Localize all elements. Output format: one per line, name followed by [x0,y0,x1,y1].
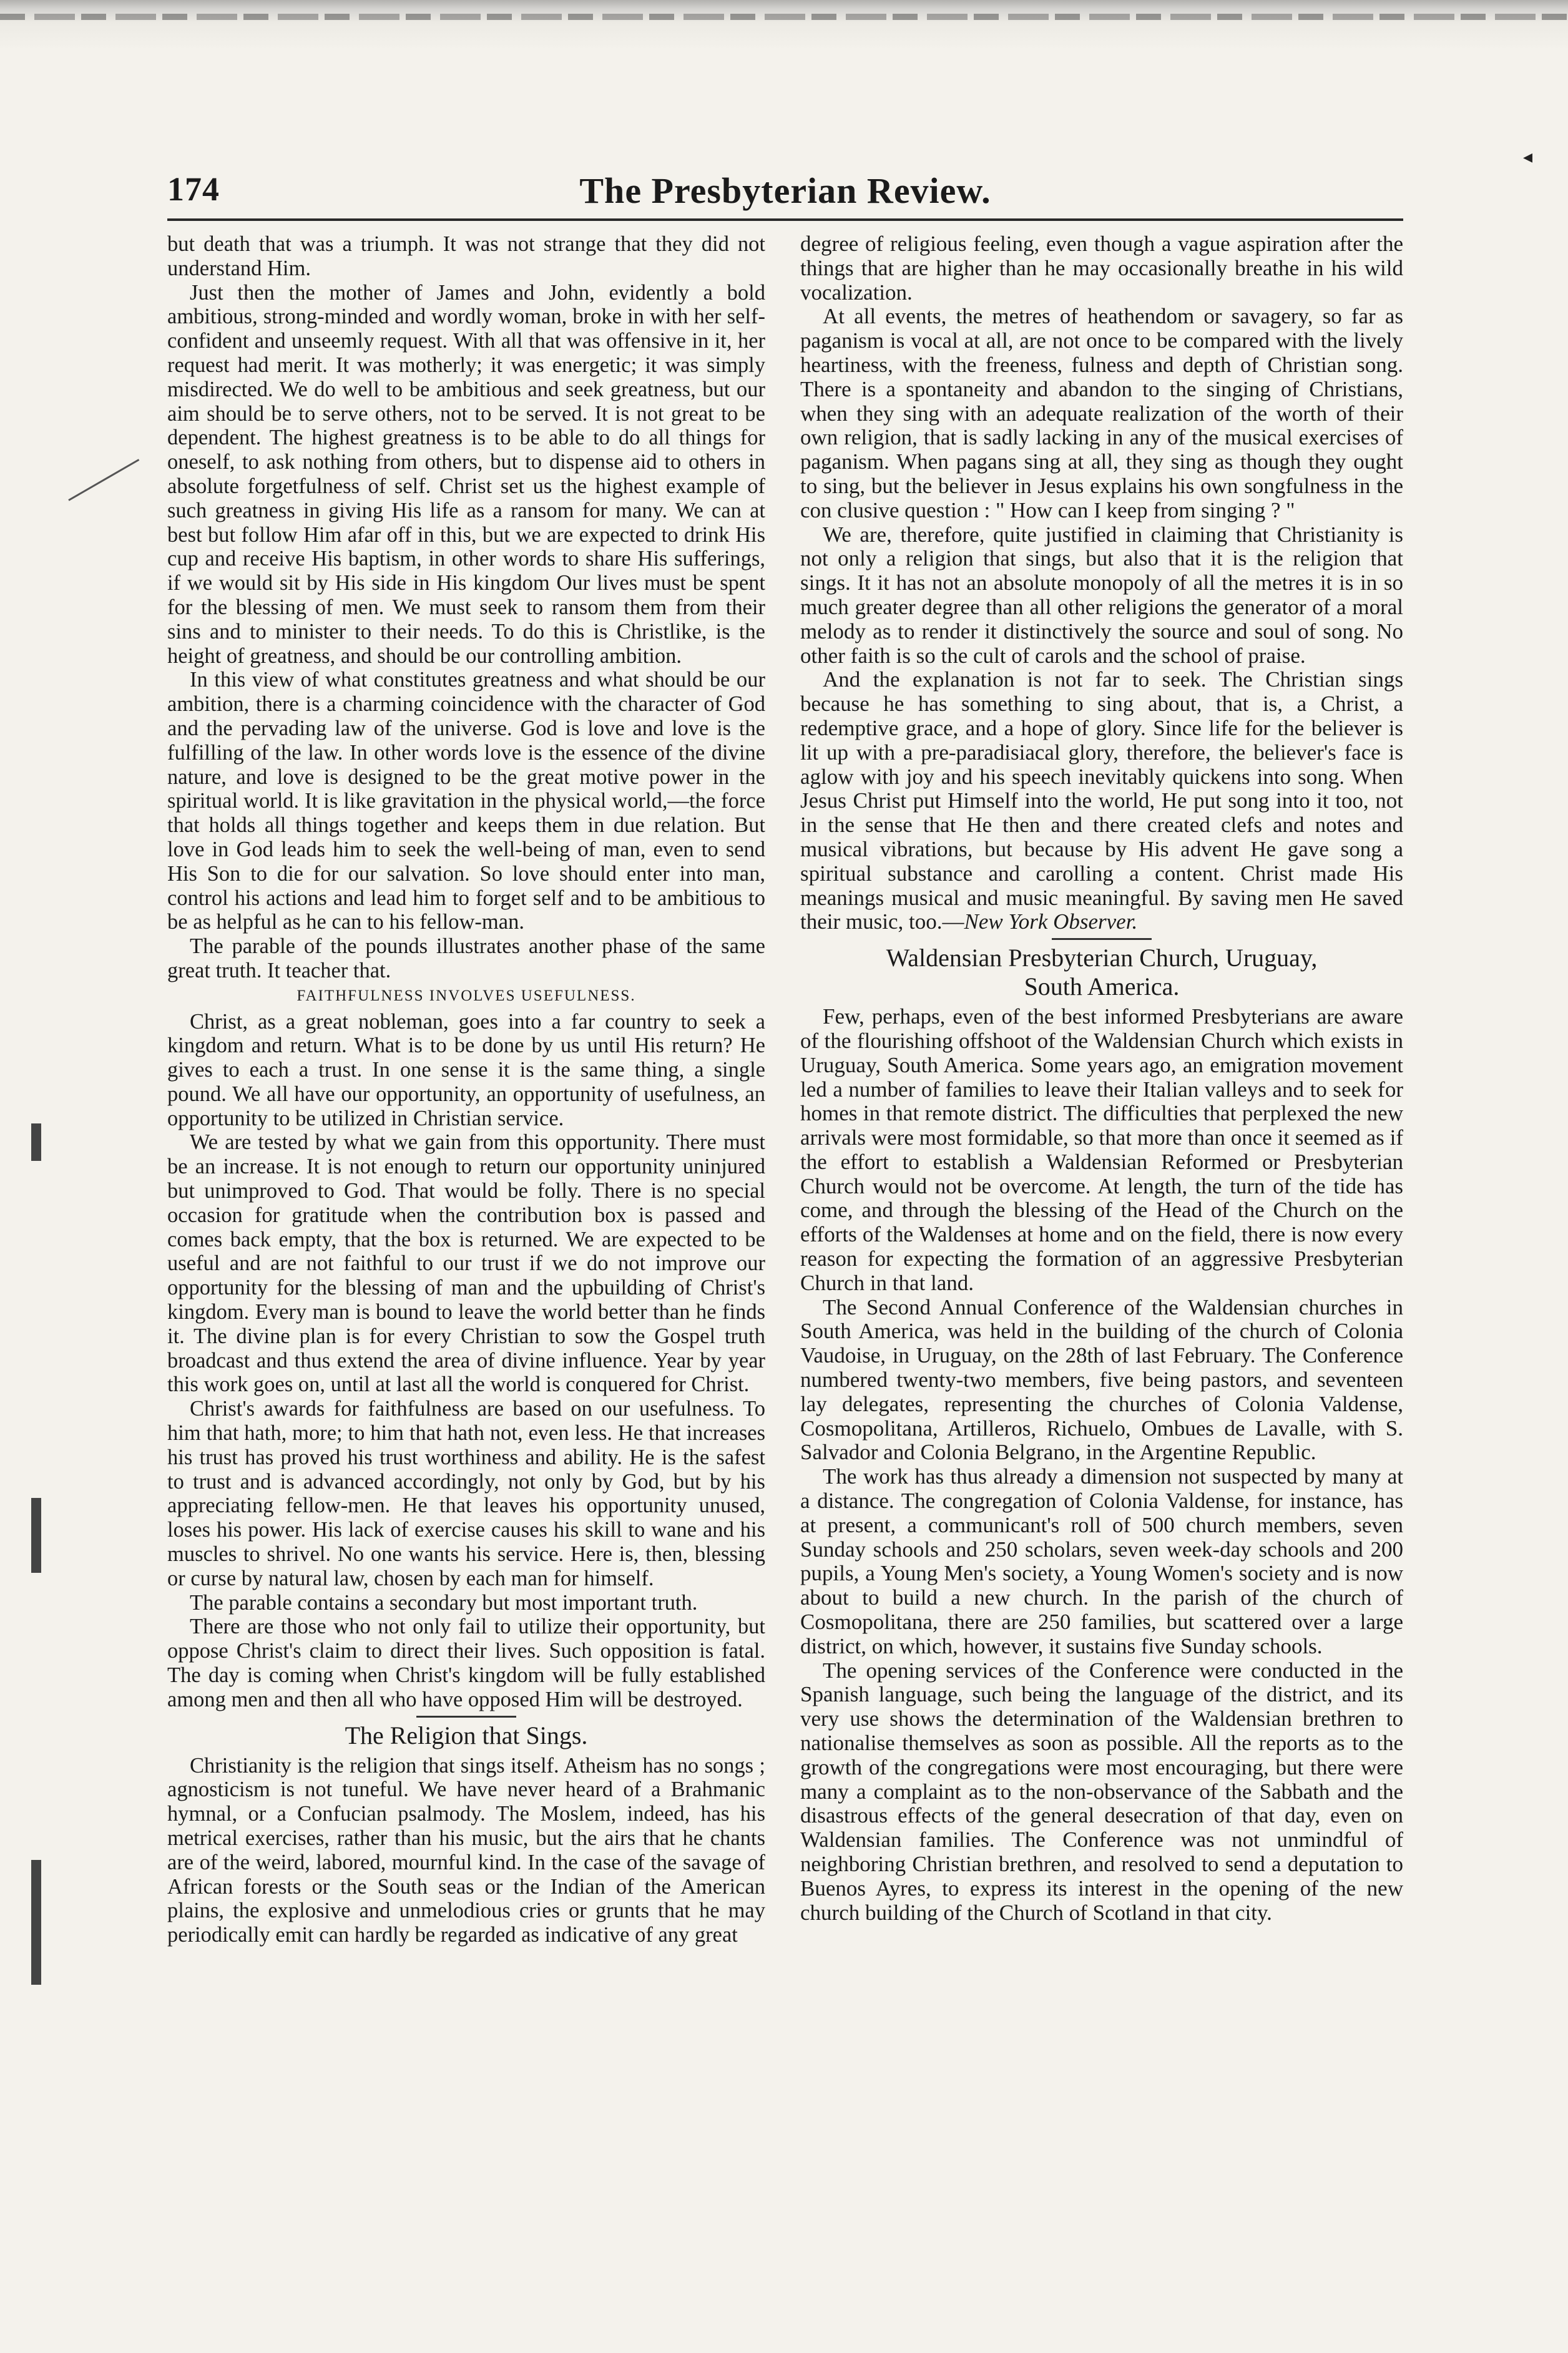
paragraph: There are those who not only fail to utilize their opportunity, but oppose Christ's claim to direct their lives. Such opposition is fatal. The day is coming when Christ's kingdom will be fully established among men and then all who have opposed Him will be destroyed. [167,1615,765,1711]
paragraph: Christianity is the religion that sings itself. Atheism has no songs ; agnosticism is not tuneful. We have never heard of a Brahmanic hymnal, or a Confucian psalmody. The Moslem, indeed, has his metrical exercises, rather than his music, but the airs that he chants are of the weird, labored, mournful kind. In the case of the savage of African forests or the South seas or the Indian of the American plains, the explosive and unmelodious cries or grunts that he may periodically emit can hardly be regarded as indicative of any great [167,1753,765,1947]
paragraph: Just then the mother of James and John, evidently a bold ambitious, strong-minded and wordly woman, broke in with her self-confident and unseemly request. With all that was offensive in it, her request had merit. It was motherly; it was energetic; it was simply misdirected. We do well to be ambitious and seek greatness, but our aim should be to serve others, not to be served. It is not great to be dependent. The highest greatness is to be able to do all things for oneself, to ask nothing from others, but to dispense aid to others in absolute forgetfulness of self. Christ set us the highest example of such greatness in giving His life as a ransom for many. We can at best but follow Him afar off in this, but we are expected to drink His cup and receive His baptism, in other words to share His sufferings, if we would sit by His side in His kingdom Our lives must be spent for the blessing of men. We must seek to ransom them from their sins and to minister to their needs. To do this is Christlike, is the height of greatness, and should be our controlling ambition. [167,280,765,668]
paragraph-with-source [800,668,1403,934]
page-header [167,170,1403,220]
section-title: The Religion that Sings. [345,1721,588,1749]
paragraph: The Second Annual Conference of the Waldensian churches in South America, was held in the building of the church of Colonia Vaudoise, in Uruguay, on the 28th of last February. The Conference numbered twenty-two members, five being pastors, and seventeen lay delegates, representing the churches of Colonia Valdense, Cosmopolitana, Artilleros, Richuelo, Ombues de Lavalle, with S. Salvador and Colonia Belgrano, in the Argentine Republic. [800,1294,1403,1465]
paragraph: The parable contains a secondary but most important truth. [190,1590,698,1615]
section-title [800,944,1403,1001]
section-rule [1052,938,1152,940]
header-rule [167,218,1403,221]
section-title-line: Waldensian Presbyterian Church, Uruguay, [886,944,1318,972]
paragraph: In this view of what constitutes greatness and what should be our ambition, there is a charming coincidence with the character of God and the pervading law of the universe. God is love and love is the fulfilling of the law. In other words love is the essence of the divine nature, and love is designed to be the great motive power in the spiritual world. It is like gravitation in the physical world,—the force that holds all things together and keeps them in due relation. But love in God leads him to seek the well-being of man, even to send His Son to die for our salvation. So love should enter into man, control his actions and lead him to forget self and to be ambitious to be as helpful as he can to his fellow-man. [167,668,765,934]
paragraph: The parable of the pounds illustrates another phase of the same great truth. It teacher that. [167,934,765,982]
margin-scribble [31,1498,41,1573]
journal-title: The Presbyterian Review. [579,170,991,211]
page-number: 174 [167,170,220,208]
paragraph: We are tested by what we gain from this opportunity. There must be an increase. It is not enough to return our opportunity uninjured but unimproved to God. That would be folly. There is no special occasion for gratitude when the contribution box is passed and comes back empty, that the box is returned. We are expected to be useful and are not faithful to our trust if we do not improve our opportunity for the blessing of man and the upbuilding of Christ's kingdom. Every man is bound to leave the world better than he finds it. The divine plan is for every Christian to sow the Gospel truth broadcast and thus extend the area of divine influence. Year by year this work goes on, until at last all the world is conquered for Christ. [167,1130,765,1397]
paragraph: The opening services of the Conference were conducted in the Spanish language, such being the language of the district, and its very use shows the determination of the Waldensian brethren to nationalise themselves as soon as possible. All the reports as to the growth of the congregations were most encouraging, but there were many a complaint as to the non-observance of the Sabbath and the disastrous effects of the general desecration of that day, even on Waldensian families. The Conference was not unmindful of neighboring Christian brethren, and resolved to send a deputation to Buenos Ayres, to express its interest in the opening of the new church building of the Church of Scotland in that city. [800,1658,1403,1925]
paragraph: but death that was a triumph. It was not strange that they did not understand Him. [167,232,765,280]
paragraph: degree of religious feeling, even though a vague aspiration after the things that are higher than he may occasionally breathe in his wild vocalization. [800,232,1403,305]
section-title-line: South America. [1024,972,1180,1001]
paragraph: The work has thus already a dimension not suspected by many at a distance. The congregation of Colonia Valdense, for instance, has at present, a communicant's roll of 500 church members, seven Sunday schools and 250 scholars, seven week-day schools and 200 pupils, a Young Men's society, a Young Women's society and is now about to build a new church. In the parish of the church of Cosmopolitana, there are 250 families, but scattered over a large district, on which, however, it sustains five Sunday schools. [800,1464,1403,1658]
paragraph: We are, therefore, quite justified in claiming that Christianity is not only a religion that sings, but also that it is the religion that sings. It it has not an absolute monopoly of all the metres it is in so much greater degree than all other religions the generator of a moral melody as to render it distinctively the source and soul of song. No other faith is so the cult of carols and the school of praise. [800,522,1403,668]
scan-top-line [0,14,1568,20]
pencil-mark [68,459,139,501]
margin-scribble [31,1860,41,1985]
source-credit: New York Observer. [964,909,1138,934]
paragraph: Christ's awards for faithfulness are based on our usefulness. To him that hath, more; to him that hath not, even less. He that increases his trust has proved his trust worthiness and ability. He is the safest to trust and is advanced accordingly, not only by God, but by his appreciating fellow-men. He that leaves his opportunity unused, loses his power. His lack of exercise causes his skill to wane and his muscles to shrivel. No one wants his service. Here is, then, blessing or curse by natural law, chosen by each man for himself. [167,1397,765,1590]
right-column [800,232,1403,2311]
margin-scribble [31,1123,41,1161]
paragraph: Few, perhaps, even of the best informed Presbyterians are aware of the flourishing offshoot of the Waldensian Church which exists in Uruguay, South America. Some years ago, an emigration movement led a number of families to leave their Italian valleys and to seek for homes in that remote district. The difficulties that perplexed the new arrivals were most formidable, so that more than once it seemed as if the effort to establish a Waldensian Reformed or Presbyterian Church would not be overcome. At length, the turn of the tide has come, and through the blessing of the Head of the Church on the efforts of the Waldenses at home and on the field, there is now every reason for expecting the formation of an aggressive Presbyterian Church in that land. [800,1004,1403,1295]
paragraph: Christ, as a great nobleman, goes into a far country to seek a kingdom and return. What is to be done by us until His return? He gives to each a trust. In one sense it is the same thing, a single pound. We all have our opportunity, an opportunity of usefulness, an opportunity to be utilized in Christian service. [167,1009,765,1130]
paragraph: At all events, the metres of heathendom or savagery, so far as paganism is vocal at all, are not once to be compared with the lively heartiness, with the freeness, fulness and depth of Christian song. There is a spontaneity and abandon to the singing of Christians, when they sing with an adequate realization of the worth of their own religion, that is sadly lacking in any of the musical exercises of paganism. When pagans sing at all, they sing as though they ought to sing, but the believer in Jesus explains his own songfulness in the con clusive question : " How can I keep from singing ? " [800,304,1403,522]
paragraph-text: And the explanation is not far to seek. The Christian sings because he has something to sing about, that is, a Christ, a redemptive grace, and a hope of glory. Since life for the believer is lit up with a pre-paradisiacal glory, therefore, the believer's face is aglow with joy and his speech inevitably quickens into song. When Jesus Christ put Himself into the world, He put song into it too, not in the sense that He then and there created clefs and notes and musical vibrations, but because by His advent He gave song a spiritual substance and carolling a content. Christ made His meanings musical and music meaningful. By saving men He saved their music, too.— [800,667,1403,934]
section-rule [416,1716,516,1718]
margin-mark: ◂ [1523,147,1533,167]
scan-top-smudge [0,0,1568,50]
subheading: FAITHFULNESS INVOLVES USEFULNESS. [296,987,636,1004]
left-column [167,232,765,2311]
